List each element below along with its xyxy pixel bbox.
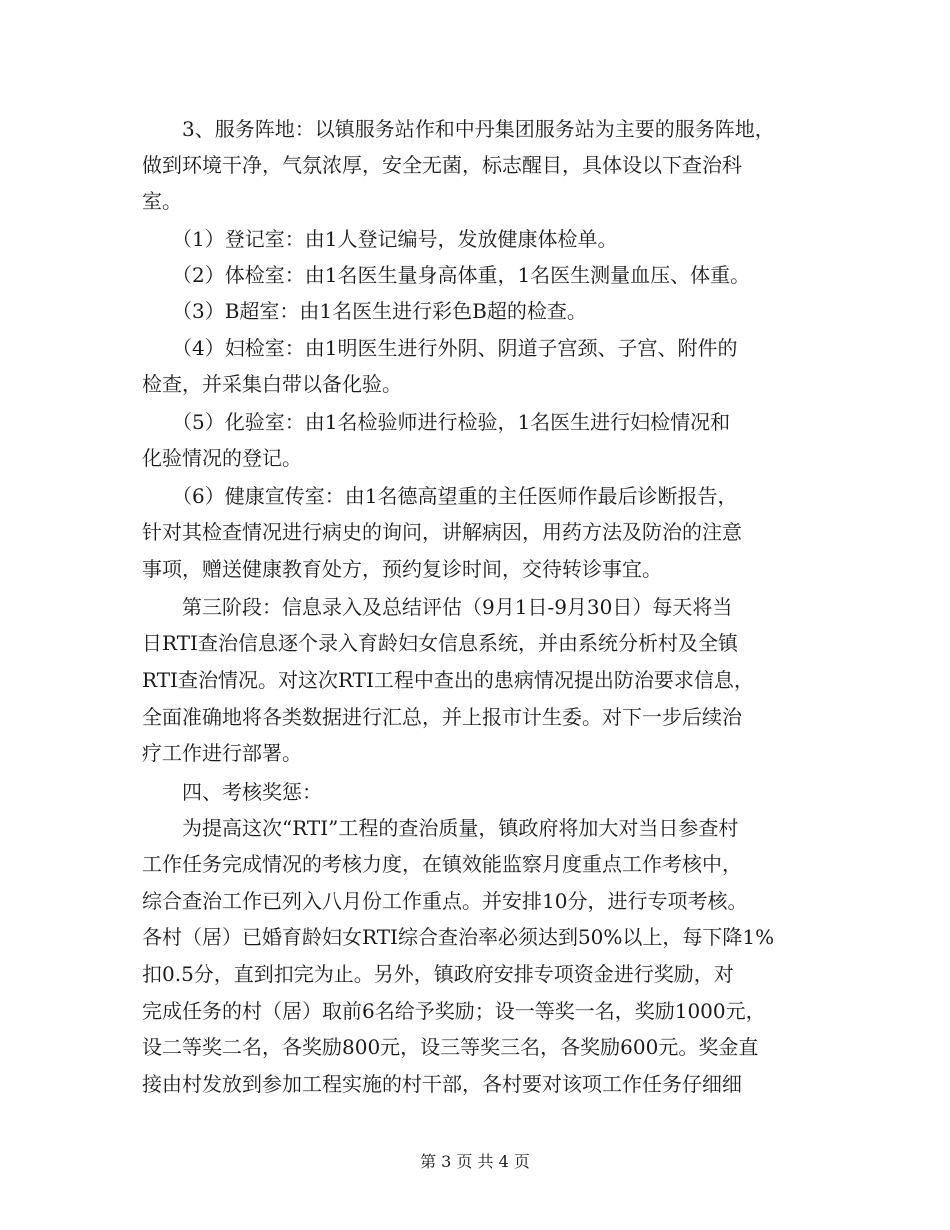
text-line: RTI查治情况。对这次RTI工程中查出的患病情况提出防治要求信息，: [142, 668, 754, 692]
text-line: 疗工作进行部署。: [142, 741, 302, 765]
text-line: 检查，并采集白带以备化验。: [142, 372, 402, 396]
text-line: （1）登记室：由1人登记编号，发放健康体检单。: [142, 227, 618, 251]
text-line: （4）妇检室：由1明医生进行外阴、阴道子宫颈、子宫、附件的: [142, 336, 738, 360]
text-line: 扣0.5分，直到扣完为止。另外，镇政府安排专项资金进行奖励，对: [142, 962, 734, 986]
text-line: 化验情况的登记。: [142, 446, 302, 470]
page-footer: 第 3 页 共 4 页: [420, 1152, 530, 1171]
text-line: 四、考核奖惩：: [142, 780, 322, 804]
text-line: （5）化验室：由1名检验师进行检验，1名医生进行妇检情况和: [142, 410, 731, 434]
text-line: 完成任务的村（居）取前6名给予奖励；设一等奖一名，奖励1000元，: [142, 999, 766, 1023]
text-line: 为提高这次“RTI”工程的查治质量，镇政府将加大对当日参查村: [142, 816, 739, 840]
text-line: 室。: [142, 189, 182, 213]
text-line: （3）B超室：由1名医生进行彩色B超的检查。: [142, 299, 587, 323]
text-line: 全面准确地将各类数据进行汇总，并上报市计生委。对下一步后续治: [142, 705, 742, 729]
text-line: 各村（居）已婚育龄妇女RTI综合查治率必须达到50%以上，每下降1%: [142, 925, 775, 949]
text-line: 日RTI查治信息逐个录入育龄妇女信息系统，并由系统分析村及全镇: [142, 631, 738, 655]
text-line: （2）体检室：由1名医生量身高体重，1名医生测量血压、体重。: [142, 263, 751, 287]
text-line: 3、服务阵地：以镇服务站作和中丹集团服务站为主要的服务阵地，: [142, 117, 775, 141]
text-line: 针对其检查情况进行病史的询问，讲解病因，用药方法及防治的注意: [142, 520, 742, 544]
text-line: 设二等奖二名，各奖励800元，设三等奖三名，各奖励600元。奖金直: [142, 1035, 759, 1059]
text-line: （6）健康宣传室：由1名德高望重的主任医师作最后诊断报告，: [142, 484, 738, 508]
text-line: 事项，赠送健康教育处方，预约复诊时间，交待转诊事宜。: [142, 557, 662, 581]
text-line: 做到环境干净，气氛浓厚，安全无菌，标志醒目，具体设以下查治科: [142, 153, 742, 177]
text-line: 第三阶段：信息录入及总结评估（9月1日-9月30日）每天将当: [142, 595, 733, 619]
text-line: 综合查治工作已列入八月份工作重点。并安排10分，进行专项考核。: [142, 889, 748, 913]
text-line: 接由村发放到参加工程实施的村干部，各村要对该项工作任务仔细细: [142, 1072, 742, 1096]
text-line: 工作任务完成情况的考核力度，在镇效能监察月度重点工作考核中，: [142, 852, 742, 876]
